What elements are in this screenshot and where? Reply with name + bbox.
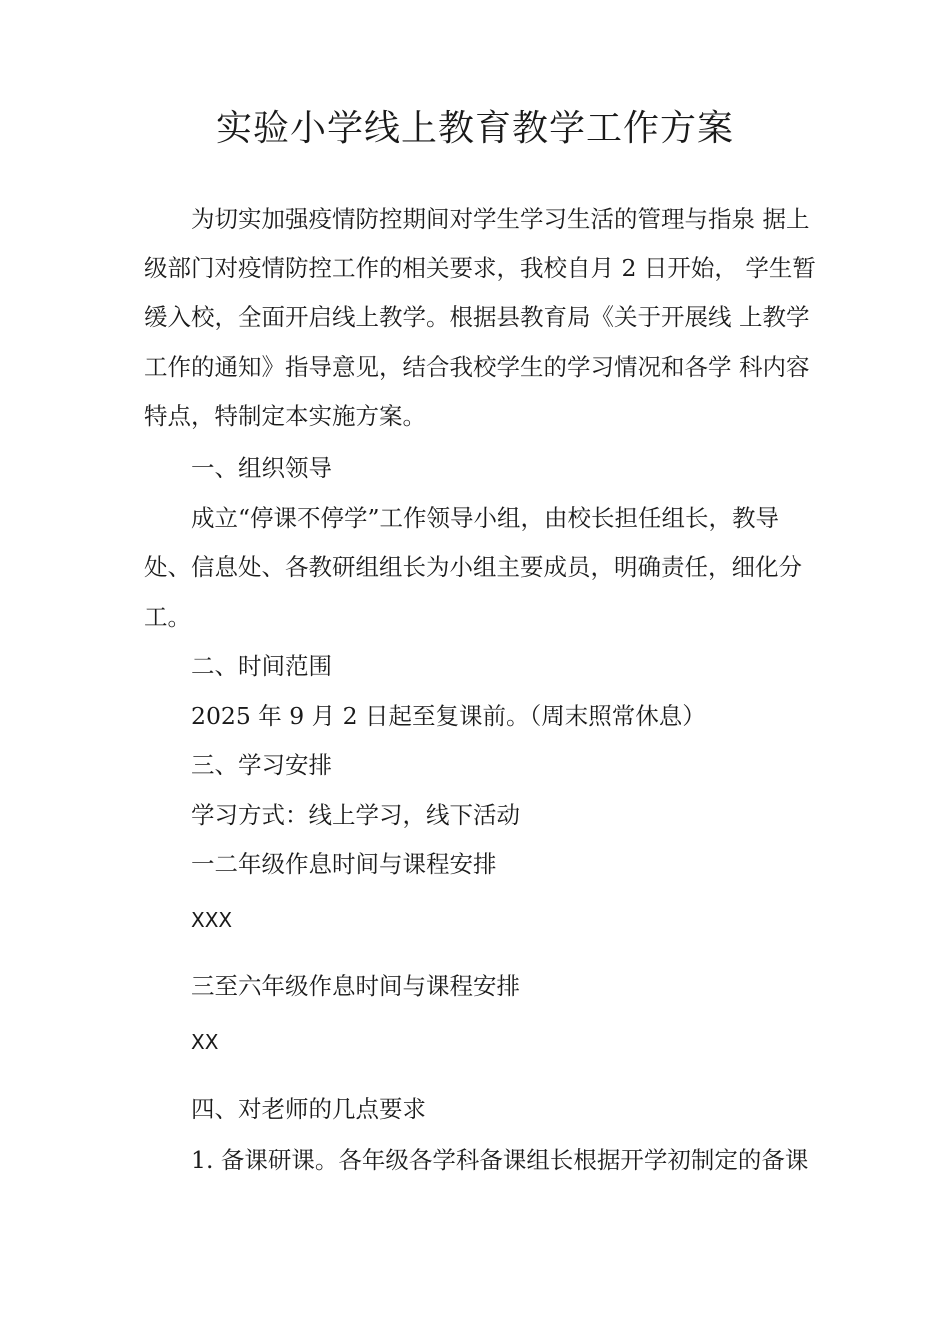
intro-line-2: 级部门对疫情防控工作的相关要求，我校自月 2 日开始， 学生暂 bbox=[144, 254, 816, 282]
study-mode: 学习方式：线上学习，线下活动 bbox=[191, 801, 520, 829]
section-1-heading: 一、组织领导 bbox=[191, 454, 332, 482]
section-3-heading: 三、学习安排 bbox=[191, 751, 332, 779]
grade-3-6-schedule-placeholder: XX bbox=[191, 1030, 219, 1054]
intro-line-1: 为切实加强疫情防控期间对学生学习生活的管理与指泉 据上 bbox=[191, 205, 810, 233]
grade-1-2-schedule-heading: 一二年级作息时间与课程安排 bbox=[191, 850, 497, 878]
document-title: 实验小学线上教育教学工作方案 bbox=[215, 108, 734, 149]
section-1-line-3: 工。 bbox=[144, 603, 191, 631]
grade-1-2-schedule-placeholder: XXX bbox=[191, 908, 233, 932]
section-2-text: 2025 年 9 月 2 日起至复课前。（周末照常休息） bbox=[191, 702, 706, 730]
intro-line-3: 缓入校，全面开启线上教学。根据县教育局《关于开展线 上教学 bbox=[144, 303, 810, 331]
grade-3-6-schedule-heading: 三至六年级作息时间与课程安排 bbox=[191, 972, 520, 1000]
section-1-line-2: 处、信息处、各教研组组长为小组主要成员，明确责任，细化分 bbox=[144, 553, 802, 581]
intro-line-5: 特点，特制定本实施方案。 bbox=[144, 402, 426, 430]
section-1-line-1: 成立“停课不停学”工作领导小组，由校长担任组长，教导 bbox=[191, 504, 780, 532]
section-2-heading: 二、时间范围 bbox=[191, 652, 332, 680]
intro-line-4: 工作的通知》指导意见，结合我校学生的学习情况和各学 科内容 bbox=[144, 353, 810, 381]
section-4-heading: 四、对老师的几点要求 bbox=[191, 1095, 426, 1123]
section-4-item-1: 1. 备课研课。各年级各学科备课组长根据开学初制定的备课 bbox=[191, 1146, 809, 1174]
